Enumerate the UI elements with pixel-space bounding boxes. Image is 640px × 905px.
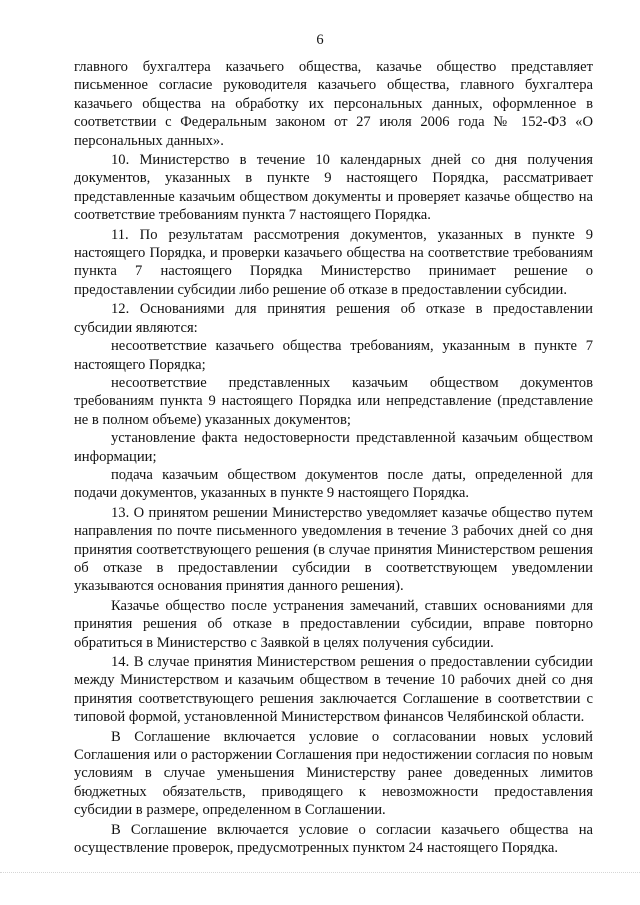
paragraph-ground-4: подача казачьим обществом документов после даты, определенной для подачи документов, указанных в пункте 9 настоящего Порядка. xyxy=(74,466,593,502)
paragraph-item-13: 13. О принятом решении Министерство уведомляет казачье общество путем направления по почте письменного уведомления в течение 3 рабочих дней со дня принятия соответствующего решения (в случае принятия Министерством решения об отказе в предоставлении субсидии в соответствующем уведомлении указываются основания принятия данного решения). xyxy=(74,504,593,595)
paragraph-agreement-condition-1: В Соглашение включается условие о согласовании новых условий Соглашения или о расторжении Соглашения при недостижении согласия по новым условиям в случае уменьшения Министерству ранее доведенных лимитов бюджетных обязательств, приводящего к невозможности предоставления субсидии в размере, определенном в Соглашении. xyxy=(74,728,593,819)
paragraph-item-14: 14. В случае принятия Министерством решения о предоставлении субсидии между Министерством и казачьим обществом в течение 10 рабочих дней со дня принятия соответствующего решения заключается Соглашение в соответствии с типовой формой, установленной Министерством финансов Челябинской области. xyxy=(74,654,593,726)
document-body xyxy=(74,58,593,857)
paragraph-item-11: 11. По результатам рассмотрения документов, указанных в пункте 9 настоящего Порядка, и проверки казачьего общества на соответствие требованиям пункта 7 настоящего Порядка Министерство принимает решение о предоставлении субсидии либо решение об отказе в предоставлении субсидии. xyxy=(74,226,593,298)
paragraph-agreement-condition-2: В Соглашение включается условие о согласии казачьего общества на осуществление проверок, предусмотренных пунктом 24 настоящего Порядка. xyxy=(74,821,593,857)
page-number: 6 xyxy=(316,32,324,48)
page-bottom-edge xyxy=(0,872,640,873)
paragraph-item-10: 10. Министерство в течение 10 календарных дней со дня получения документов, указанных в пункте 9 настоящего Порядка, рассматривает представленные казачьим обществом документы и проверяет казачье общество на соответствие требованиям пункта 7 настоящего Порядка. xyxy=(74,152,593,224)
paragraph-continuation: главного бухгалтера казачьего общества, казачье общество представляет письменное согласие руководителя казачьего общества, главного бухгалтера казачьего общества на обработку их персональных данных, оформленное в соответствии с Федеральным законом от 27 июля 2006 года № 152-ФЗ «О персональных данных». xyxy=(74,59,593,149)
paragraph-item-12: 12. Основаниями для принятия решения об отказе в предоставлении субсидии являются: xyxy=(74,301,593,336)
paragraph-ground-2: несоответствие представленных казачьим обществом документов требованиям пункта 9 настоящего Порядка или непредставление (представление не в полном объеме) указанных документов; xyxy=(74,374,593,428)
paragraph-ground-3: установление факта недостоверности представленной казачьим обществом информации; xyxy=(74,430,593,465)
paragraph-resubmission: Казачье общество после устранения замечаний, ставших основаниями для принятия решения об отказе в предоставлении субсидии, вправе повторно обратиться в Министерство с Заявкой в целях получения субсидии. xyxy=(74,597,593,651)
paragraph-ground-1: несоответствие казачьего общества требованиям, указанным в пункте 7 настоящего Порядка; xyxy=(74,338,593,373)
